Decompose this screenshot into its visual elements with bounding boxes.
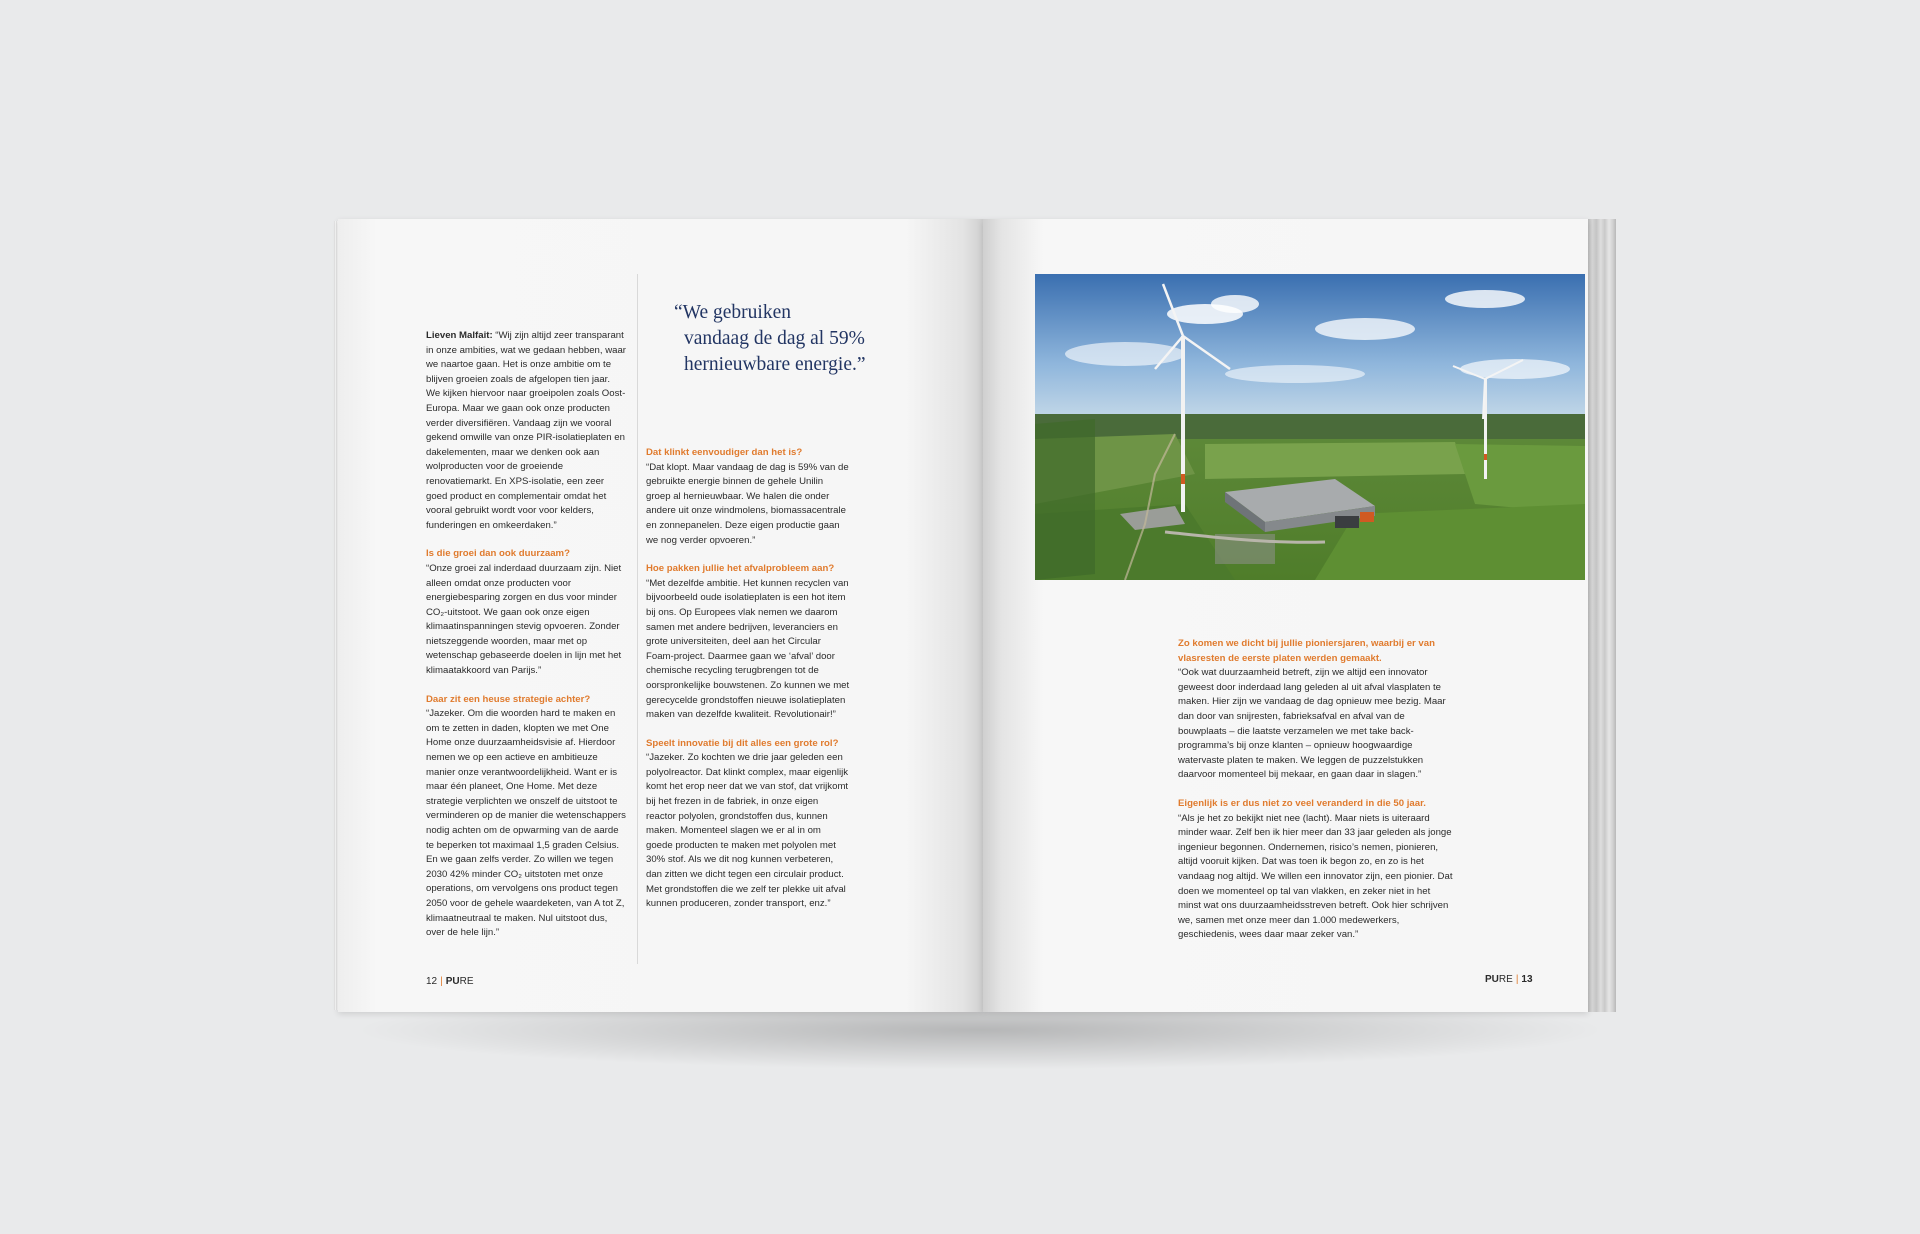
question: Dat klinkt eenvoudiger dan het is? [646,447,803,458]
answer: “Dat klopt. Maar vandaag de dag is 59% van de gebruikte energie binnen de gehele Unilin groep al hernieuwbaar. We halen die onder andere uit onze windmolens, biomassacentrale en zonnepanelen. Deze eigen productie gaan we nog verder opvoeren.” [646,461,849,546]
question: Hoe pakken jullie het afvalprobleem aan? [646,563,835,575]
left-column-2 [646,446,850,926]
left-page [338,219,983,1012]
page-number: 13 [1521,974,1533,985]
right-page [983,219,1588,1012]
factory-wind-turbines-photo [1035,274,1585,580]
qa-block [646,737,850,912]
intro-text: “Wij zijn altijd zeer transparant in onze ambities, wat we gedaan hebben, waar we naartoe gaan. Het is onze ambitie om te blijven groeien zoals de afgelopen tien jaar. We kijken hiervoor naar groeipolen zoals Oost-Europa. Maar we gaan ook onze producten verder diversifiëren. Vandaag zijn we vooral gekend omwille van onze PIR-isolatieplaten en dakelementen, maar we denken ook aan wolproducten voor de groeiende renovatiemarkt. En XPS-isolatie, een zeer goed product en complementair omdat het vooral gebruikt wordt voor voor kelders, funderingen en omkeerdaken.” [426,330,626,531]
question: Is die groei dan ook duurzaam? [426,548,570,560]
brand-bold: PU [445,976,460,987]
pull-quote [674,300,914,378]
qa-block [426,547,626,678]
page-footer-right [1485,974,1533,985]
question: Daar zit een heuse strategie achter? [426,693,591,705]
brand-bold: PU [1485,974,1499,985]
qa-block [1178,797,1453,943]
pull-quote-line: vandaag de dag al 59% [684,328,865,349]
answer: “Jazeker. Om die woorden hard te maken en om te zetten in daden, klopten we met One Home onze duurzaamheidsvisie af. Hierdoor nemen we op een actieve en ambitieuze manier onze verantwoordelijkheid. Want er is maar één planeet, One Home. Met deze strategie verplichten we onszelf de uitstoot te verminderen op de manier die wetenschappers nodig achten om de opwarming van de aarde te beperken tot maximaal 1,5 graden Celsius. En we gaan zelfs verder. Zo willen we tegen 2030 42% minder CO₂ uitstoten met onze operations, om vervolgens ons product tegen 2050 voor de gehele waardeketen, van A tot Z, klimaatneutraal te maken. Nul uitstoot dus, over de hele lijn.” [426,708,626,939]
pull-quote-line: hernieuwbare energie.” [684,354,866,375]
question: Speelt innovatie bij dit alles een grote rol? [646,737,839,749]
right-column [1178,637,1453,957]
qa-block [1178,637,1453,783]
intro-paragraph [426,329,626,533]
question: Zo komen we dicht bij jullie pioniersjaren, waarbij er van vlasresten de eerste platen werden gemaakt. [1178,638,1435,664]
qa-block [646,446,850,548]
answer: “Onze groei zal inderdaad duurzaam zijn. Niet alleen omdat onze producten voor energiebesparing zorgen en dus voor minder CO₂-uitstoot. We gaan ook onze eigen klimaatinspanningen stevig opvoeren. Zonder nietszeggende woorden, maar met op wetenschap gebaseerde doelen in lijn met het klimaatakkoord van Parijs.” [426,562,622,677]
pull-quote-line: “We gebruiken [674,302,791,323]
qa-block [646,562,850,723]
speaker-name: Lieven Malfait: [426,330,493,341]
question: Eigenlijk is er dus niet zo veel veranderd in die 50 jaar. [1178,797,1426,809]
footer-separator: | [1515,974,1519,985]
page-edges-right [1588,219,1616,1012]
brand-rest: RE [1498,974,1513,985]
brand-rest: RE [459,976,474,987]
answer: “Met dezelfde ambitie. Het kunnen recyclen van bijvoorbeeld oude isolatieplaten is een hot item bij ons. Op Europees vlak nemen we daarom samen met andere bedrijven, leveranciers en grote universiteiten, deel aan het Circular Foam-project. Daarmee gaan we ‘afval’ door chemische recycling terugbrengen tot de oorspronkelijke bouwstenen. Zo kunnen we met gerecycelde grondstoffen nieuwe isolatieplaten maken van dezelfde kwaliteit. Revolutionair!” [646,577,850,721]
left-column-1 [426,329,626,955]
aerial-photo-illustration [1035,274,1585,580]
answer: “Ook wat duurzaamheid betreft, zijn we altijd een innovator geweest door inderdaad lang geleden al uit afval vlasplaten te maken. Hier zijn we vandaag de dag opnieuw mee bezig. Maar dan door van snijresten, fabrieksafval en afval van de bouwplaats – die laatste verzamelen we met take back-programma’s bij onze klanten – opnieuw hoogwaardige watervaste platen te maken. We leggen de puzzelstukken daarvoor momenteel bij mekaar, en gaan daar in slagen.” [1178,667,1446,781]
answer: “Jazeker. Zo kochten we drie jaar geleden een polyolreactor. Dat klinkt complex, maar eigenlijk komt het erop neer dat we van stof, dat vrijkomt bij het frezen in de fabriek, in onze eigen reactor polyolen, grondstoffen dus, kunnen maken. Momenteel slagen we er al in om goede producten te maken met polyolen met 30% stof. Als we dit nog kunnen verbeteren, dan zitten we dicht tegen een circulair product. Met grondstoffen die we zelf ter plekke uit afval kunnen produceren, zonder transport, enz.” [646,752,849,910]
qa-block [426,693,626,941]
answer: “Als je het zo bekijkt niet nee (lacht). Maar niets is uiteraard minder waar. Zelf ben ik hier meer dan 33 jaar geleden als jonge ingenieur begonnen. Ondernemen, risico’s nemen, pionieren, altijd vooruit kijken. Dat was toen ik begon zo, en zo is het vandaag nog altijd. We willen een innovator zijn, een pionier. Dat doen we momenteel op tal van vlakken, en zeker niet in het minst wat ons duurzaamheidsstreven betreft. Ook hier schrijven we, samen met onze meer dan 1.000 medewerkers, geschiedenis, wees daar maar zeker van.” [1178,812,1453,941]
page-number: 12 [426,976,438,987]
footer-separator: | [440,976,443,987]
column-divider [637,274,638,964]
page-footer-left [426,976,474,987]
